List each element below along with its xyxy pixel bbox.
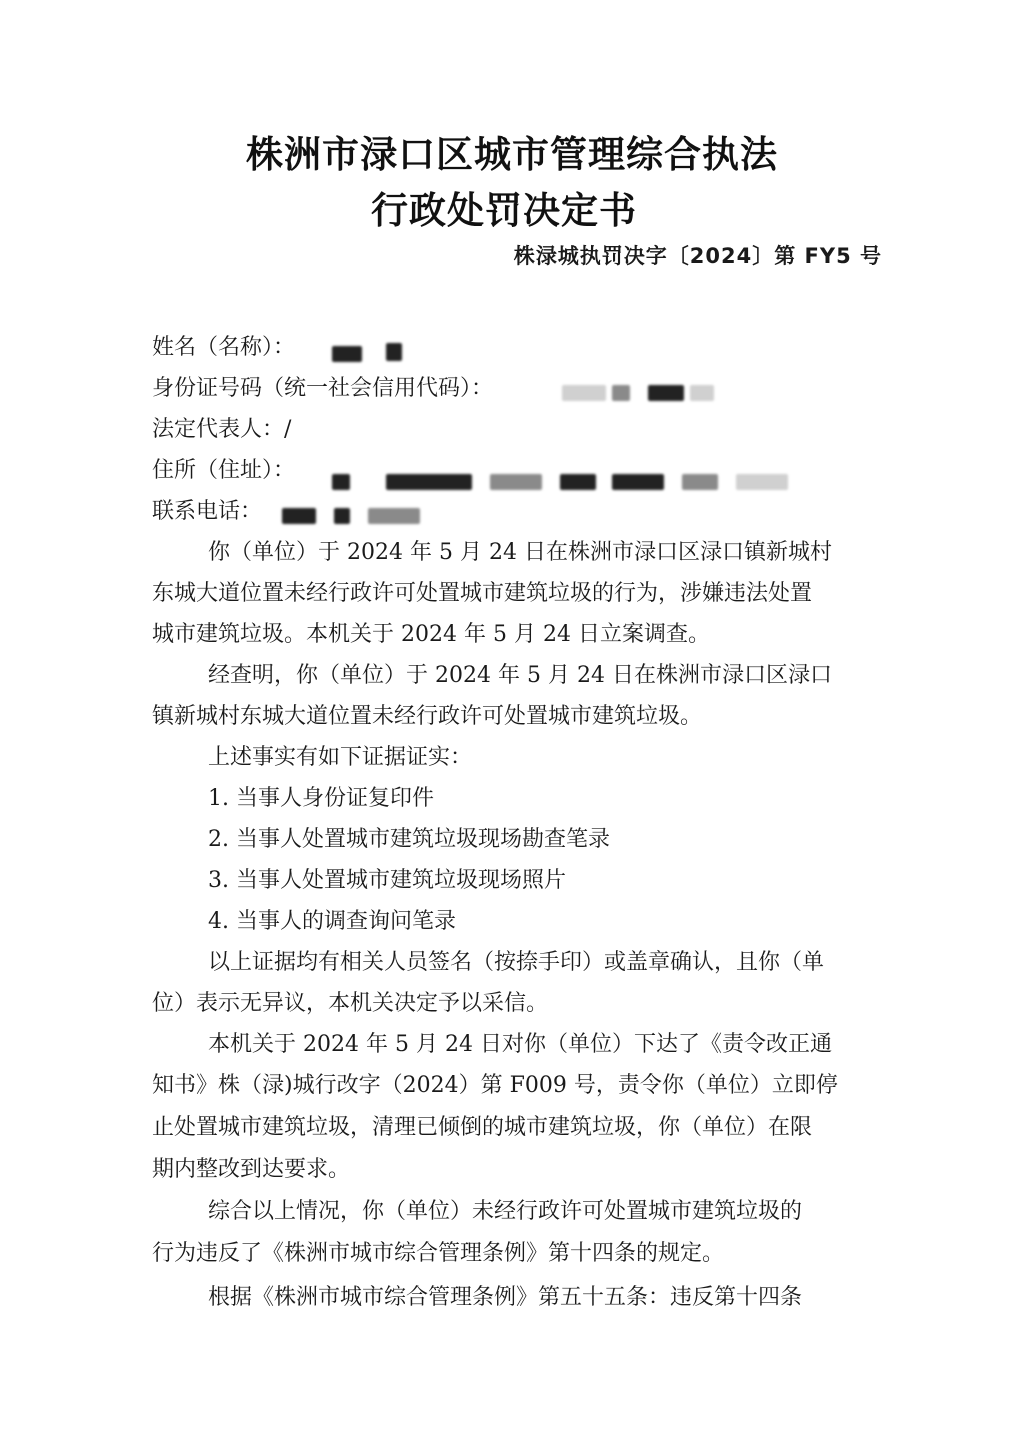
- redacted-phone-1: [282, 508, 316, 524]
- redacted-id-3: [648, 385, 684, 401]
- document-title-line2: 行政处罚决定书: [371, 189, 637, 232]
- redacted-name-2: [386, 343, 402, 361]
- para7-line1: 根据《株洲市城市综合管理条例》第五十五条：违反第十四条: [208, 1285, 803, 1310]
- para1-line3: 城市建筑垃圾。本机关于 2024 年 5 月 24 日立案调查。: [152, 622, 710, 647]
- redacted-name: [332, 346, 362, 362]
- evidence-item-2: 2. 当事人处置城市建筑垃圾现场勘查笔录: [208, 827, 610, 852]
- redacted-id-4: [690, 385, 714, 401]
- para5-line1: 本机关于 2024 年 5 月 24 日对你（单位）下达了《责令改正通: [208, 1032, 832, 1057]
- evidence-item-3: 3. 当事人处置城市建筑垃圾现场照片: [208, 868, 566, 893]
- phone-label: 联系电话：: [152, 499, 263, 524]
- redacted-id-1: [562, 385, 606, 401]
- document-title-line1: 株洲市渌口区城市管理综合执法: [246, 133, 778, 176]
- redacted-phone-3: [368, 508, 420, 524]
- redacted-phone-2: [334, 508, 350, 524]
- para4-line1: 以上证据均有相关人员签名（按捺手印）或盖章确认，且你（单: [208, 950, 825, 975]
- legal-rep-label-text: 法定代表人：: [152, 417, 285, 442]
- para1-line2: 东城大道位置未经行政许可处置城市建筑垃圾的行为，涉嫌违法处置: [152, 581, 813, 606]
- para5-line2: 知书》株（渌)城行改字（2024）第 F009 号，责令你（单位）立即停: [152, 1073, 838, 1098]
- para2-line1: 经查明，你（单位）于 2024 年 5 月 24 日在株洲市渌口区渌口: [208, 663, 832, 688]
- redacted-address-3: [490, 474, 542, 490]
- para2-line2: 镇新城村东城大道位置未经行政许可处置城市建筑垃圾。: [152, 704, 703, 729]
- name-label: 姓名（名称）：: [152, 335, 296, 360]
- document-number: 株渌城执罚决字〔2024〕第 FY5 号: [513, 244, 882, 268]
- para6-line2: 行为违反了《株洲市城市综合管理条例》第十四条的规定。: [152, 1241, 725, 1266]
- redacted-address-2: [386, 474, 472, 490]
- evidence-item-1: 1. 当事人身份证复印件: [208, 786, 434, 811]
- redacted-address-1: [332, 474, 350, 490]
- para3-line1: 上述事实有如下证据证实：: [208, 745, 473, 770]
- redacted-address-7: [736, 474, 788, 490]
- para1-line1: 你（单位）于 2024 年 5 月 24 日在株洲市渌口区渌口镇新城村: [208, 540, 832, 565]
- para6-line1: 综合以上情况，你（单位）未经行政许可处置城市建筑垃圾的: [208, 1199, 803, 1224]
- redacted-address-5: [612, 474, 664, 490]
- para5-line3: 止处置城市建筑垃圾，清理已倾倒的城市建筑垃圾，你（单位）在限: [152, 1115, 813, 1140]
- para5-line4: 期内整改到达要求。: [152, 1157, 351, 1182]
- id-label: 身份证号码（统一社会信用代码）：: [152, 376, 494, 401]
- redacted-address-4: [560, 474, 596, 490]
- legal-rep-label: [152, 416, 291, 444]
- redacted-id-2: [612, 385, 630, 401]
- evidence-item-4: 4. 当事人的调查询问笔录: [208, 909, 456, 934]
- para4-line2: 位）表示无异议，本机关决定予以采信。: [152, 991, 549, 1016]
- legal-rep-value: /: [284, 417, 292, 442]
- address-label: 住所（住址）：: [152, 458, 296, 483]
- redacted-address-6: [682, 474, 718, 490]
